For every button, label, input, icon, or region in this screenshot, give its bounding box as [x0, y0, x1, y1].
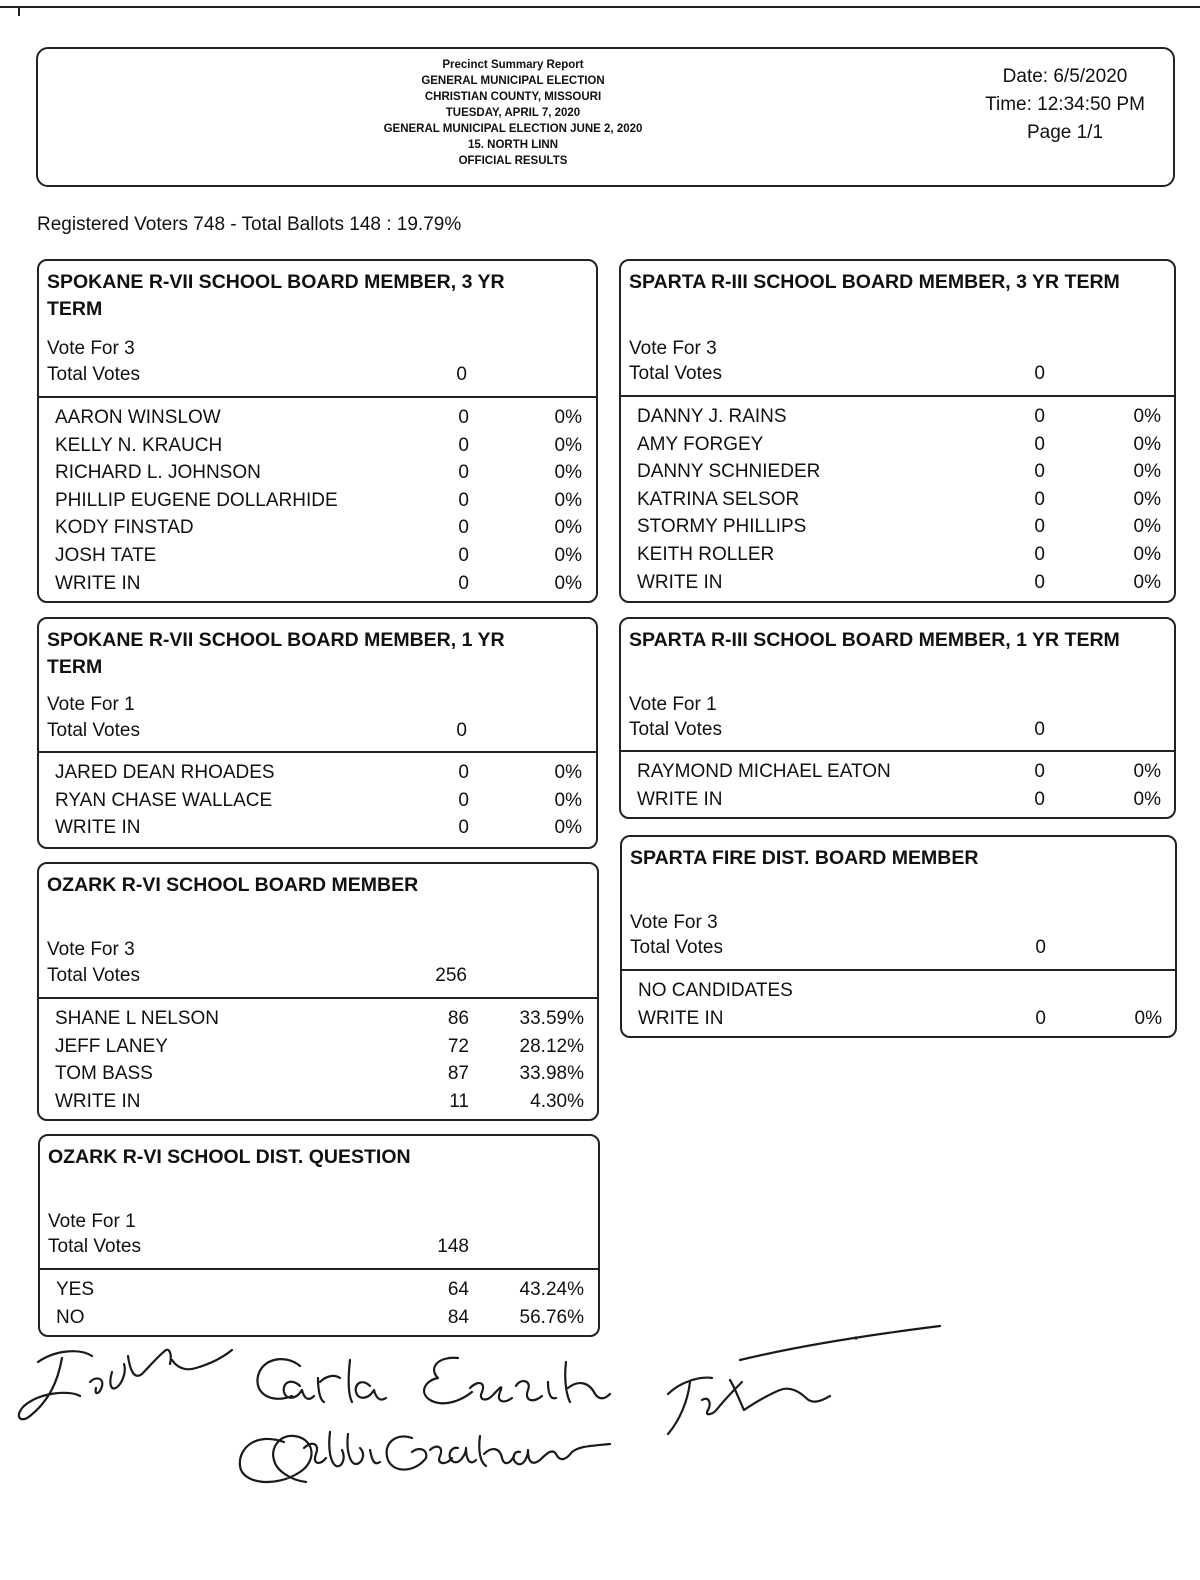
candidate-votes: 0	[458, 789, 469, 811]
candidate-percent: 28.12%	[519, 1035, 584, 1057]
candidate-name: WRITE IN	[637, 571, 723, 593]
race-sparta-3yr	[619, 259, 1176, 603]
candidate-row	[622, 1005, 1175, 1033]
race-header	[39, 261, 596, 398]
candidate-list	[621, 397, 1174, 596]
candidate-row	[39, 432, 596, 460]
race-title: SPOKANE R-VII SCHOOL BOARD MEMBER, 3 YR TERM	[47, 271, 505, 320]
candidate-list	[39, 999, 597, 1115]
signature-4	[668, 1326, 940, 1434]
candidate-name: KELLY N. KRAUCH	[55, 434, 223, 456]
candidate-name: RAYMOND MICHAEL EATON	[637, 761, 891, 782]
candidate-row	[39, 514, 596, 542]
vote-for: Vote For 1	[47, 694, 135, 715]
candidate-row	[39, 542, 596, 570]
candidate-votes: 0	[1034, 788, 1045, 810]
candidate-row	[621, 431, 1174, 459]
vote-for: Vote For 3	[47, 338, 135, 359]
election-name: GENERAL MUNICIPAL ELECTION	[421, 75, 605, 87]
county-name: CHRISTIAN COUNTY, MISSOURI	[424, 91, 602, 103]
candidate-percent: 0%	[554, 789, 582, 811]
candidate-percent: 0%	[1133, 761, 1161, 782]
precinct-name: 15. NORTH LINN	[467, 139, 559, 151]
total-votes-value: 256	[435, 965, 467, 986]
signature-3	[240, 1432, 610, 1482]
signature-dot	[854, 1336, 857, 1339]
candidate-row	[39, 570, 596, 598]
candidate-name: WRITE IN	[55, 1090, 141, 1112]
candidate-votes: 0	[1034, 516, 1045, 538]
candidate-list	[39, 398, 596, 597]
candidate-percent: 0%	[1133, 406, 1161, 427]
candidate-percent: 0%	[554, 462, 582, 484]
vote-for: Vote For 1	[629, 694, 717, 715]
signature-1	[19, 1350, 232, 1420]
candidate-votes: 0	[458, 762, 469, 783]
race-ozark-question	[38, 1134, 600, 1337]
race-spokane-1yr	[37, 617, 598, 849]
no-candidates-text: NO CANDIDATES	[638, 980, 793, 1001]
candidate-name: YES	[56, 1279, 95, 1300]
total-votes-label: Total Votes	[629, 363, 722, 384]
candidate-percent: 0%	[1133, 433, 1161, 455]
handwritten-signatures	[0, 1320, 1200, 1520]
candidate-votes: 0	[458, 544, 469, 566]
candidate-percent: 0%	[554, 517, 582, 539]
candidate-percent: 0%	[1133, 461, 1161, 483]
total-votes-label: Total Votes	[47, 364, 140, 385]
candidate-row	[39, 1033, 597, 1061]
candidate-name: DANNY J. RAINS	[637, 406, 787, 427]
election-subtitle: GENERAL MUNICIPAL ELECTION JUNE 2, 2020	[383, 123, 643, 135]
candidate-votes: 0	[1034, 433, 1045, 455]
race-title: SPOKANE R-VII SCHOOL BOARD MEMBER, 1 YR TERM	[47, 629, 505, 678]
candidate-percent: 4.30%	[530, 1090, 584, 1112]
candidate-percent: 0%	[554, 817, 582, 839]
candidate-votes: 11	[449, 1090, 469, 1112]
total-votes-label: Total Votes	[48, 1236, 141, 1257]
candidate-percent: 56.76%	[519, 1306, 584, 1328]
no-candidates-note	[622, 977, 1175, 1005]
candidate-votes: 86	[447, 1008, 469, 1029]
candidate-name: KEITH ROLLER	[637, 543, 775, 565]
race-header	[39, 619, 596, 753]
race-header	[40, 1136, 598, 1270]
candidate-list	[621, 752, 1174, 813]
candidate-name: WRITE IN	[55, 572, 141, 594]
candidate-votes: 0	[1034, 761, 1045, 782]
race-title: SPARTA FIRE DIST. BOARD MEMBER	[630, 847, 979, 869]
candidate-name: RYAN CHASE WALLACE	[55, 789, 273, 811]
candidate-votes: 0	[458, 462, 469, 484]
candidate-percent: 0%	[554, 489, 582, 511]
candidate-name: WRITE IN	[638, 1007, 724, 1029]
candidate-votes: 87	[447, 1063, 469, 1085]
candidate-votes: 0	[1034, 543, 1045, 565]
candidate-percent: 0%	[1134, 1007, 1162, 1029]
candidate-row	[621, 541, 1174, 569]
candidate-name: RICHARD L. JOHNSON	[55, 462, 261, 484]
candidate-votes: 0	[1034, 488, 1045, 510]
candidate-percent: 33.98%	[519, 1063, 584, 1085]
report-type: Precinct Summary Report	[442, 59, 584, 71]
race-title: SPARTA R-III SCHOOL BOARD MEMBER, 1 YR TERM	[629, 629, 1120, 651]
candidate-row	[621, 403, 1174, 431]
candidate-percent: 0%	[1133, 571, 1161, 593]
scan-border-tick	[18, 8, 20, 16]
scan-top-border	[0, 6, 1200, 8]
candidate-row	[39, 459, 596, 487]
candidate-row	[39, 759, 596, 787]
race-title: SPARTA R-III SCHOOL BOARD MEMBER, 3 YR TERM	[629, 271, 1120, 293]
total-votes-value: 0	[1034, 719, 1045, 740]
candidate-row	[39, 1005, 597, 1033]
race-header	[622, 837, 1175, 971]
candidate-name: AARON WINSLOW	[55, 407, 221, 428]
candidate-name: KODY FINSTAD	[55, 517, 194, 539]
candidate-list	[39, 753, 596, 842]
total-votes-value: 0	[1034, 363, 1045, 384]
candidate-percent: 0%	[554, 572, 582, 594]
candidate-name: WRITE IN	[637, 788, 723, 810]
candidate-percent: 0%	[554, 434, 582, 456]
candidate-name: KATRINA SELSOR	[637, 488, 800, 510]
candidate-votes: 64	[447, 1279, 469, 1300]
signature-2	[257, 1358, 610, 1404]
total-votes-value: 0	[1035, 937, 1046, 958]
candidate-name: SHANE L NELSON	[55, 1008, 220, 1029]
candidate-name: AMY FORGEY	[637, 433, 764, 455]
candidate-row	[621, 486, 1174, 514]
candidate-name: WRITE IN	[55, 817, 141, 839]
race-header	[621, 619, 1174, 752]
candidate-name: DANNY SCHNIEDER	[637, 461, 821, 483]
candidate-votes: 84	[447, 1306, 469, 1328]
candidate-name: TOM BASS	[55, 1063, 153, 1085]
candidate-row	[621, 458, 1174, 486]
candidate-name: JARED DEAN RHOADES	[55, 762, 275, 783]
candidate-row	[39, 814, 596, 842]
candidate-name: STORMY PHILLIPS	[637, 516, 807, 538]
candidate-list	[622, 971, 1175, 1032]
candidate-row	[39, 1060, 597, 1088]
candidate-percent: 0%	[1133, 543, 1161, 565]
total-votes-label: Total Votes	[629, 719, 722, 740]
report-time: Time: 12:34:50 PM	[985, 94, 1145, 115]
candidate-votes: 0	[458, 517, 469, 539]
candidate-percent: 0%	[554, 544, 582, 566]
candidate-votes: 0	[458, 434, 469, 456]
total-votes-label: Total Votes	[630, 937, 723, 958]
candidate-votes: 0	[458, 817, 469, 839]
race-header	[39, 864, 597, 999]
report-date: Date: 6/5/2020	[1002, 66, 1128, 87]
total-votes-label: Total Votes	[47, 965, 140, 986]
candidate-row	[39, 404, 596, 432]
race-header	[621, 261, 1174, 397]
candidate-percent: 0%	[1133, 488, 1161, 510]
report-meta	[965, 63, 1165, 147]
candidate-name: PHILLIP EUGENE DOLLARHIDE	[55, 489, 338, 511]
candidate-votes: 72	[447, 1035, 469, 1057]
page-number: Page 1/1	[1026, 122, 1104, 143]
vote-for: Vote For 3	[47, 939, 135, 960]
race-title: OZARK R-VI SCHOOL BOARD MEMBER	[47, 874, 419, 896]
candidate-percent: 43.24%	[519, 1279, 584, 1300]
candidate-votes: 0	[458, 489, 469, 511]
race-sparta-1yr	[619, 617, 1176, 819]
report-header	[36, 47, 1175, 187]
vote-for: Vote For 3	[630, 912, 718, 933]
race-title: OZARK R-VI SCHOOL DIST. QUESTION	[48, 1146, 411, 1168]
vote-for: Vote For 3	[629, 338, 717, 359]
candidate-votes: 0	[1034, 406, 1045, 427]
total-votes-value: 0	[456, 364, 467, 385]
race-sparta-fire	[620, 835, 1177, 1038]
candidate-row	[39, 1088, 597, 1116]
candidate-row	[621, 569, 1174, 597]
candidate-row	[621, 758, 1174, 786]
candidate-percent: 33.59%	[519, 1008, 584, 1029]
results-status: OFFICIAL RESULTS	[458, 155, 568, 167]
total-votes-value: 148	[437, 1236, 469, 1257]
registration-summary: Registered Voters 748 - Total Ballots 148 : 19.79%	[37, 214, 462, 235]
total-votes-label: Total Votes	[47, 720, 140, 741]
candidate-name: NO	[56, 1306, 85, 1328]
candidate-votes: 0	[1034, 571, 1045, 593]
candidate-row	[39, 487, 596, 515]
vote-for: Vote For 1	[48, 1211, 136, 1232]
candidate-row	[621, 513, 1174, 541]
race-spokane-3yr	[37, 259, 598, 603]
candidate-votes: 0	[458, 407, 469, 428]
report-header-lines	[38, 57, 988, 169]
candidate-row	[621, 786, 1174, 814]
candidate-percent: 0%	[554, 407, 582, 428]
candidate-percent: 0%	[1133, 788, 1161, 810]
candidate-votes: 0	[1034, 461, 1045, 483]
candidate-name: JOSH TATE	[55, 544, 157, 566]
candidate-row	[40, 1276, 598, 1304]
candidate-percent: 0%	[1133, 516, 1161, 538]
candidate-name: JEFF LANEY	[55, 1035, 168, 1057]
election-date: TUESDAY, APRIL 7, 2020	[445, 107, 581, 119]
candidate-row	[39, 787, 596, 815]
candidate-votes: 0	[1035, 1007, 1046, 1029]
candidate-percent: 0%	[554, 762, 582, 783]
total-votes-value: 0	[456, 720, 467, 741]
race-ozark-board	[37, 862, 599, 1121]
candidate-votes: 0	[458, 572, 469, 594]
